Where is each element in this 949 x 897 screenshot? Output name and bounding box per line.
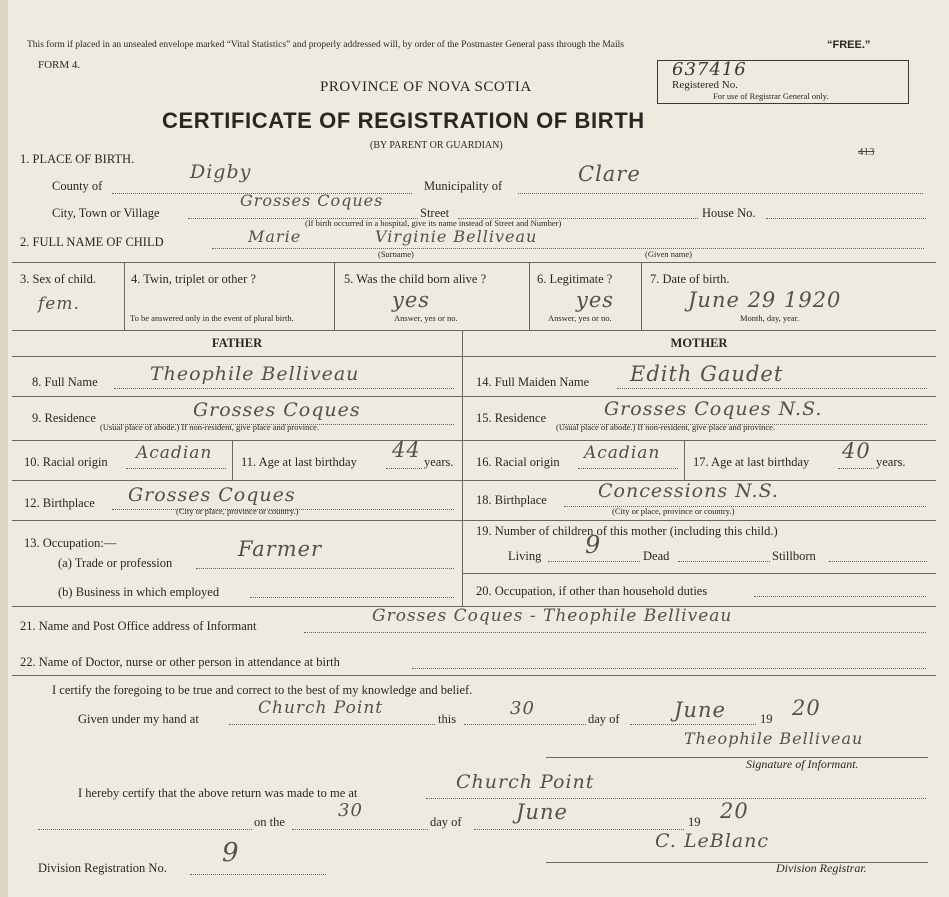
legitimate-label: 6. Legitimate ? [537,272,613,286]
father-name-label: 8. Full Name [32,375,98,389]
given-year-prefix: 19 [760,712,773,726]
registrar-year-prefix: 19 [688,815,701,829]
living-label: Living [508,549,542,563]
place-of-birth-heading: 1. PLACE OF BIRTH. [20,152,135,166]
given-place-value: Church Point [258,698,384,718]
mother-racial-value: Acadian [584,443,661,463]
alive-label: 5. Was the child born alive ? [344,272,487,286]
alive-note: Answer, yes or no. [394,313,458,323]
mother-residence-value: Grosses Coques N.S. [604,398,823,420]
dead-label: Dead [643,549,670,563]
house-line [766,218,926,219]
mother-birthplace-value: Concessions N.S. [598,480,779,502]
child-name-label: 2. FULL NAME OF CHILD [20,235,164,249]
registrar-signature: C. LeBlanc [655,830,770,852]
given-month-value: June [674,698,726,722]
father-age-value: 44 [392,438,421,462]
father-residence-value: Grosses Coques [193,399,361,421]
certificate-title: CERTIFICATE OF REGISTRATION OF BIRTH [162,108,645,133]
given-under-label: Given under my hand at [78,712,199,726]
father-years: years. [424,455,454,469]
father-racial-label: 10. Racial origin [24,455,108,469]
trade-label: (a) Trade or profession [58,556,173,570]
hospital-note: (If birth occurred in a hospital, give its name instead of Street and Number) [305,218,562,228]
mother-age-label: 17. Age at last birthday [693,455,810,469]
doctor-label: 22. Name of Doctor, nurse or other person in attendance at birth [20,655,340,669]
certify-statement: I certify the foregoing to be true and correct to the best of my knowledge and belief. [52,683,473,697]
father-age-label: 11. Age at last birthday [241,455,357,469]
registrar-statement: I hereby certify that the above return was made to me at [78,786,358,800]
corner-number: 413 [858,146,875,158]
child-name-line [212,248,924,249]
registrar-place-value: Church Point [456,771,595,793]
house-label: House No. [702,206,756,220]
registrar-year-value: 20 [720,799,749,823]
mother-age-value: 40 [842,439,871,463]
registrar-month-value: June [516,800,568,824]
father-heading: FATHER [211,336,263,350]
city-value: Grosses Coques [240,191,384,210]
father-racial-value: Acadian [136,443,213,463]
given-name-label: (Given name) [645,249,692,259]
dob-value: June 29 1920 [688,288,842,312]
stillborn-label: Stillborn [772,549,816,563]
municipality-line [518,193,923,194]
mother-racial-label: 16. Racial origin [476,455,560,469]
given-year-value: 20 [792,696,821,720]
twin-label: 4. Twin, triplet or other ? [131,272,256,286]
sex-value: fem. [38,294,80,314]
child-given-value: Virginie Belliveau [375,227,538,246]
dob-note: Month, day, year. [740,313,800,323]
free-mark: “FREE.” [827,39,871,51]
dob-label: 7. Date of birth. [650,272,730,286]
mother-occupation-label: 20. Occupation, if other than household duties [476,584,708,598]
registrar-day-of-label: day of [430,815,462,829]
father-birthplace-label: 12. Birthplace [24,496,95,510]
father-birthplace-note: (City or place, province or country.) [176,506,299,516]
mother-residence-label: 15. Residence [476,411,547,425]
province-heading: PROVINCE OF NOVA SCOTIA [320,79,532,95]
mother-birthplace-note: (City or place, province or country.) [612,506,735,516]
child-surname-value: Marie [248,227,302,246]
registered-number: 637416 [672,59,747,80]
city-label: City, Town or Village [52,206,160,220]
given-day-of-label: day of [588,712,620,726]
mother-years: years. [876,455,906,469]
surname-label: (Surname) [378,249,414,259]
mother-birthplace-label: 18. Birthplace [476,493,547,507]
legitimate-note: Answer, yes or no. [548,313,612,323]
living-value: 9 [585,531,602,559]
informant-label: 21. Name and Post Office address of Informant [20,619,257,633]
form-number: FORM 4. [38,59,81,71]
registrar-on-the-label: on the [254,815,285,829]
father-name-value: Theophile Belliveau [150,363,360,385]
given-day-value: 30 [510,698,535,719]
certificate-subtitle: (BY PARENT OR GUARDIAN) [370,140,503,151]
division-registrar-label: Division Registrar. [776,861,867,875]
this-label: this [438,712,457,726]
occupation-heading: 13. Occupation:— [24,536,117,550]
division-number-label: Division Registration No. [38,861,167,875]
county-label: County of [52,179,103,193]
informant-signature: Theophile Belliveau [684,729,864,748]
registrar-note: For use of Registrar General only. [713,91,829,101]
street-label: Street [420,206,450,220]
mother-heading: MOTHER [670,336,728,350]
father-residence-note: (Usual place of abode.) If non-resident, give place and province. [100,422,320,432]
municipality-value: Clare [578,162,641,186]
informant-signature-label: Signature of Informant. [746,757,859,771]
father-birthplace-value: Grosses Coques [128,484,296,506]
sex-label: 3. Sex of child. [20,272,97,286]
registrar-box [657,60,909,104]
division-number-value: 9 [222,838,240,868]
business-label: (b) Business in which employed [58,585,220,599]
registered-label: Registered No. [672,79,738,91]
alive-value: yes [392,288,431,312]
twin-note: To be answered only in the event of plural birth. [130,313,294,323]
father-residence-label: 9. Residence [32,411,96,425]
mother-residence-note: (Usual place of abode.) If non-resident, give place and province. [556,422,776,432]
legitimate-value: yes [576,288,615,312]
mail-notice: This form if placed in an unsealed envelope marked “Vital Statistics” and properly addressed will, by order of the Postmaster General pass through the Mails [27,40,624,50]
row3-bottom-rule [12,330,936,331]
binding-edge [0,0,8,897]
mother-name-label: 14. Full Maiden Name [476,375,590,389]
county-value: Digby [190,161,252,183]
trade-value: Farmer [238,537,323,561]
row3-top-rule [12,262,936,263]
informant-value: Grosses Coques - Theophile Belliveau [372,606,733,626]
registrar-day-value: 30 [338,800,363,821]
parent-divider [462,330,463,606]
municipality-label: Municipality of [424,179,503,193]
mother-name-value: Edith Gaudet [630,362,784,386]
children-count-label: 19. Number of children of this mother (including this child.) [476,524,778,538]
